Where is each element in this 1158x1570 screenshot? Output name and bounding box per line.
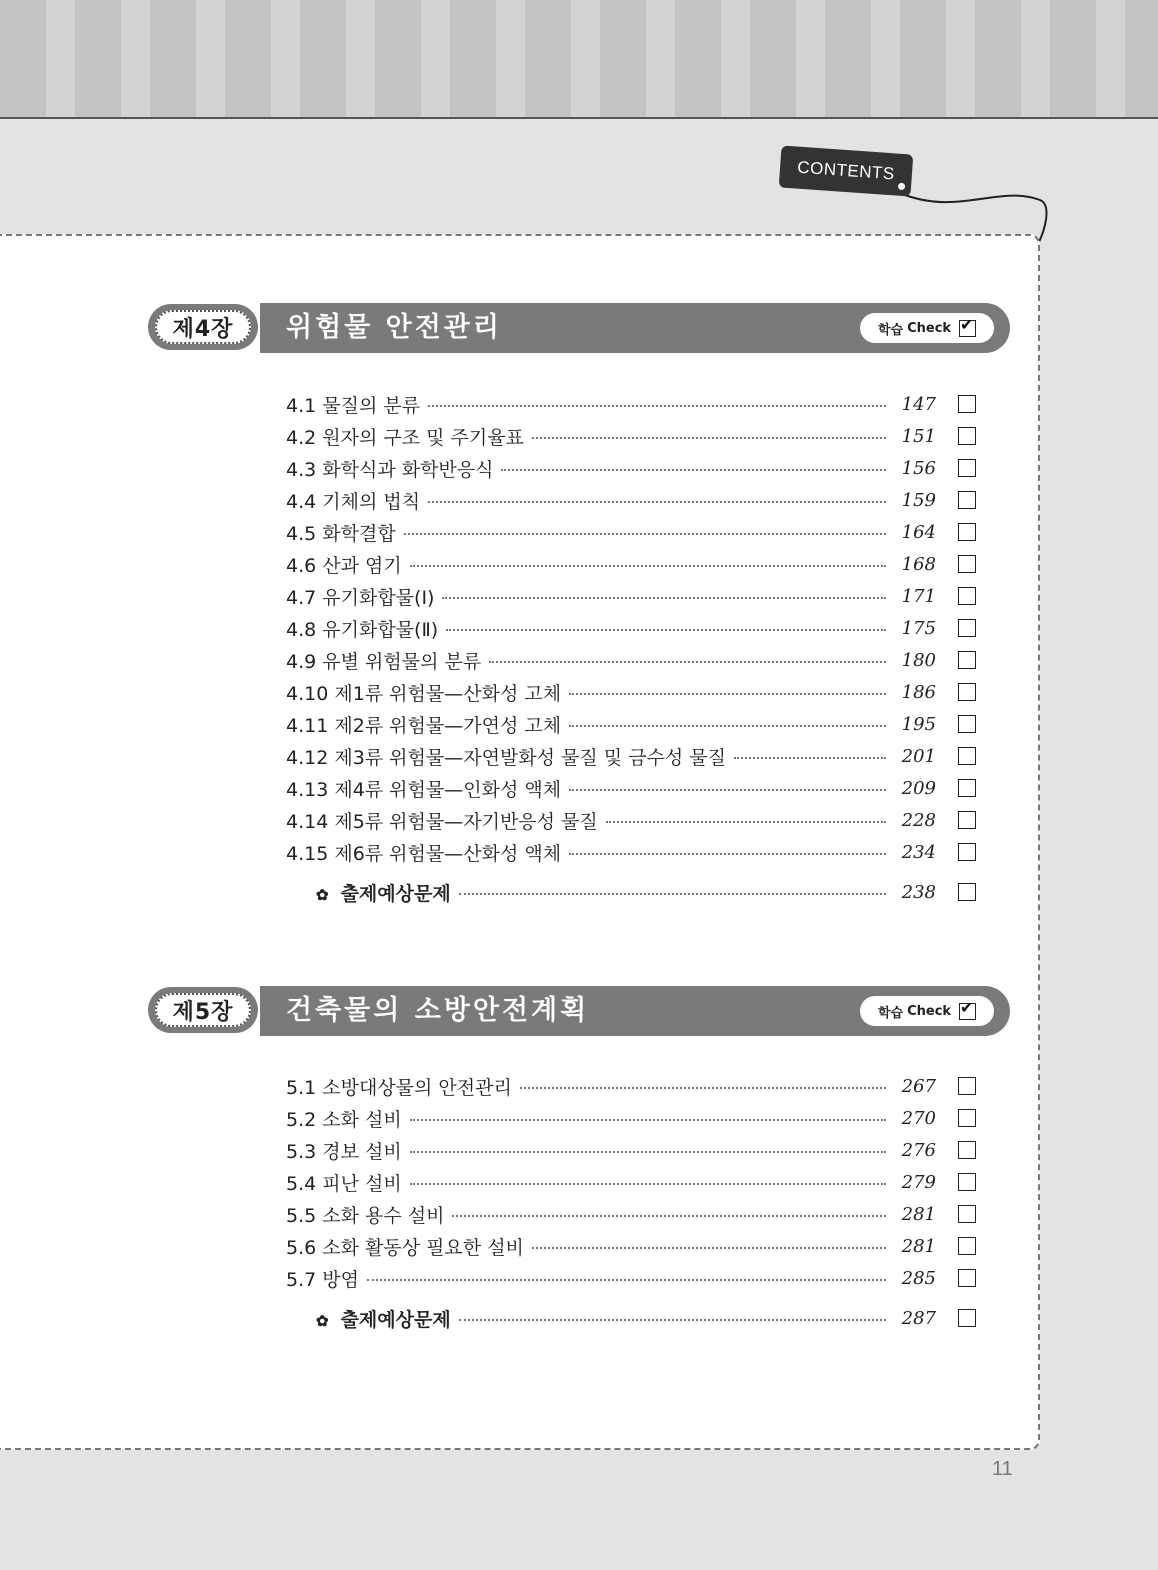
chapter-number: 제5장 [155, 993, 251, 1027]
tag-string [0, 0, 1158, 260]
toc-entry-label: 5.6 소화 활동상 필요한 설비 [286, 1236, 524, 1259]
dot-leader [569, 725, 886, 727]
study-checkbox[interactable] [958, 1237, 976, 1255]
toc-entry-label: 4.8 유기화합물(Ⅱ) [286, 618, 439, 641]
toc-entry[interactable] [286, 772, 976, 804]
chapter-4-toc [286, 388, 976, 908]
dot-leader [367, 1279, 886, 1281]
dot-leader [459, 893, 886, 895]
toc-entry[interactable] [286, 1134, 976, 1166]
study-checkbox[interactable] [958, 843, 976, 861]
practice-label-wrap [286, 1305, 459, 1332]
study-checkbox[interactable] [958, 811, 976, 829]
dot-leader [446, 629, 886, 631]
toc-entry-page: 195 [901, 713, 936, 735]
study-checkbox[interactable] [958, 883, 976, 901]
study-checkbox[interactable] [958, 491, 976, 509]
toc-entry-label: 4.12 제3류 위험물—자연발화성 물질 및 금수성 물질 [286, 746, 727, 769]
toc-entry-page: 164 [901, 521, 936, 543]
study-checkbox[interactable] [958, 459, 976, 477]
study-checkbox[interactable] [958, 715, 976, 733]
chapter-5-toc [286, 1070, 976, 1334]
chapter-title: 건축물의 소방안전계획 [286, 995, 590, 1026]
toc-entry[interactable] [286, 1070, 976, 1102]
toc-entry[interactable] [286, 1230, 976, 1262]
toc-entry-label: 4.3 화학식과 화학반응식 [286, 458, 494, 481]
toc-entry-label: 4.7 유기화합물(Ⅰ) [286, 586, 435, 609]
toc-entry[interactable] [286, 580, 976, 612]
dot-leader [452, 1215, 886, 1217]
study-checkbox[interactable] [958, 555, 976, 573]
study-checkbox[interactable] [958, 1269, 976, 1287]
dot-leader [734, 757, 886, 759]
toc-entry-page: 281 [901, 1203, 936, 1225]
study-check-badge [860, 996, 994, 1026]
toc-entry-label: 4.15 제6류 위험물—산화성 액체 [286, 842, 562, 865]
toc-entry-label: 5.5 소화 용수 설비 [286, 1204, 445, 1227]
toc-entry[interactable] [286, 708, 976, 740]
study-checkbox[interactable] [958, 1077, 976, 1095]
study-checkbox[interactable] [958, 747, 976, 765]
checked-box-icon [959, 1003, 976, 1020]
flower-icon: ✿ [316, 885, 329, 904]
dot-leader [428, 501, 886, 503]
toc-practice-entry[interactable] [286, 876, 976, 908]
toc-entry-page: 228 [901, 809, 936, 831]
toc-entry[interactable] [286, 676, 976, 708]
toc-entry-label: 4.6 산과 염기 [286, 554, 402, 577]
chapter-number: 제4장 [155, 310, 251, 344]
dot-leader [532, 437, 886, 439]
toc-entry[interactable] [286, 1262, 976, 1294]
toc-entry[interactable] [286, 516, 976, 548]
toc-entry-label: 5.4 피난 설비 [286, 1172, 402, 1195]
toc-entry[interactable] [286, 388, 976, 420]
toc-entry-label: 4.10 제1류 위험물—산화성 고체 [286, 682, 562, 705]
dot-leader [489, 661, 886, 663]
study-checkbox[interactable] [958, 683, 976, 701]
chapter-5-header [148, 983, 1010, 1039]
chapter-4-header [148, 300, 1010, 356]
dot-leader [410, 1151, 886, 1153]
toc-entry-page: 201 [901, 745, 936, 767]
toc-entry[interactable] [286, 484, 976, 516]
study-check-prefix: 학습 [877, 322, 904, 338]
toc-entry-label: 4.11 제2류 위험물—가연성 고체 [286, 714, 562, 737]
toc-entry-page: 186 [901, 681, 936, 703]
page-number: 11 [992, 1458, 1013, 1480]
toc-entry-page: 209 [901, 777, 936, 799]
chapter-title-bar [260, 986, 1010, 1036]
tag-hole-icon [898, 183, 905, 190]
toc-entry[interactable] [286, 836, 976, 868]
dot-leader [569, 693, 886, 695]
contents-tag-label: CONTENTS [796, 157, 896, 184]
toc-entry-page: 267 [901, 1075, 936, 1097]
checked-box-icon [959, 320, 976, 337]
toc-entry-label: 4.9 유별 위험물의 분류 [286, 650, 482, 673]
toc-entry-page: 168 [901, 553, 936, 575]
toc-practice-entry[interactable] [286, 1302, 976, 1334]
toc-entry-page: 270 [901, 1107, 936, 1129]
study-checkbox[interactable] [958, 1141, 976, 1159]
study-checkbox[interactable] [958, 779, 976, 797]
toc-entry-label: 5.1 소방대상물의 안전관리 [286, 1076, 512, 1099]
toc-entry[interactable] [286, 740, 976, 772]
chapter-title-bar [260, 303, 1010, 353]
study-checkbox[interactable] [958, 619, 976, 637]
toc-entry-page: 281 [901, 1235, 936, 1257]
toc-entry-label: 4.4 기체의 법칙 [286, 490, 421, 513]
practice-label-wrap [286, 879, 459, 906]
dot-leader [569, 789, 886, 791]
dot-leader [501, 469, 886, 471]
toc-entry[interactable] [286, 644, 976, 676]
dot-leader [569, 853, 886, 855]
chapter-title: 위험물 안전관리 [286, 312, 502, 343]
flower-icon: ✿ [316, 1311, 329, 1330]
toc-entry-page: 279 [901, 1171, 936, 1193]
practice-label: 출제예상문제 [340, 882, 451, 905]
toc-entry[interactable] [286, 1198, 976, 1230]
toc-entry[interactable] [286, 1102, 976, 1134]
study-checkbox[interactable] [958, 1109, 976, 1127]
toc-entry[interactable] [286, 612, 976, 644]
study-checkbox[interactable] [958, 1309, 976, 1327]
study-checkbox[interactable] [958, 651, 976, 669]
toc-entry-page: 234 [901, 841, 936, 863]
toc-entry[interactable] [286, 804, 976, 836]
toc-entry[interactable] [286, 548, 976, 580]
toc-entry[interactable] [286, 420, 976, 452]
toc-entry-page: 285 [901, 1267, 936, 1289]
study-checkbox[interactable] [958, 587, 976, 605]
practice-page: 287 [901, 1307, 936, 1329]
study-checkbox[interactable] [958, 427, 976, 445]
study-checkbox[interactable] [958, 1173, 976, 1191]
toc-entry-page: 147 [901, 393, 936, 415]
toc-entry-label: 4.13 제4류 위험물—인화성 액체 [286, 778, 562, 801]
chapter-number-badge [148, 304, 258, 350]
dot-leader [520, 1087, 886, 1089]
study-checkbox[interactable] [958, 395, 976, 413]
toc-entry[interactable] [286, 1166, 976, 1198]
study-check-label: Check [907, 320, 952, 336]
toc-entry-page: 175 [901, 617, 936, 639]
practice-label: 출제예상문제 [340, 1308, 451, 1331]
toc-entry-label: 4.2 원자의 구조 및 주기율표 [286, 426, 524, 449]
toc-entry-page: 276 [901, 1139, 936, 1161]
study-checkbox[interactable] [958, 523, 976, 541]
toc-entry-page: 159 [901, 489, 936, 511]
dot-leader [428, 405, 886, 407]
study-check-badge [860, 313, 994, 343]
toc-entry-label: 4.1 물질의 분류 [286, 394, 421, 417]
toc-entry-page: 180 [901, 649, 936, 671]
chapter-number-badge [148, 987, 258, 1033]
toc-entry-label: 5.3 경보 설비 [286, 1140, 402, 1163]
toc-entry-page: 156 [901, 457, 936, 479]
study-check-prefix: 학습 [877, 1005, 904, 1021]
toc-entry-page: 151 [901, 425, 936, 447]
study-checkbox[interactable] [958, 1205, 976, 1223]
toc-entry-page: 171 [901, 585, 936, 607]
toc-entry-label: 5.2 소화 설비 [286, 1108, 402, 1131]
toc-entry-label: 4.14 제5류 위험물—자기반응성 물질 [286, 810, 598, 833]
study-check-label: Check [907, 1003, 952, 1019]
dot-leader [404, 533, 886, 535]
dot-leader [532, 1247, 886, 1249]
dot-leader [442, 597, 886, 599]
toc-entry-label: 5.7 방염 [286, 1268, 359, 1291]
dot-leader [459, 1319, 886, 1321]
dot-leader [410, 565, 886, 567]
dot-leader [410, 1119, 886, 1121]
practice-page: 238 [901, 881, 936, 903]
toc-entry[interactable] [286, 452, 976, 484]
toc-entry-label: 4.5 화학결합 [286, 522, 396, 545]
dot-leader [410, 1183, 886, 1185]
dot-leader [606, 821, 886, 823]
